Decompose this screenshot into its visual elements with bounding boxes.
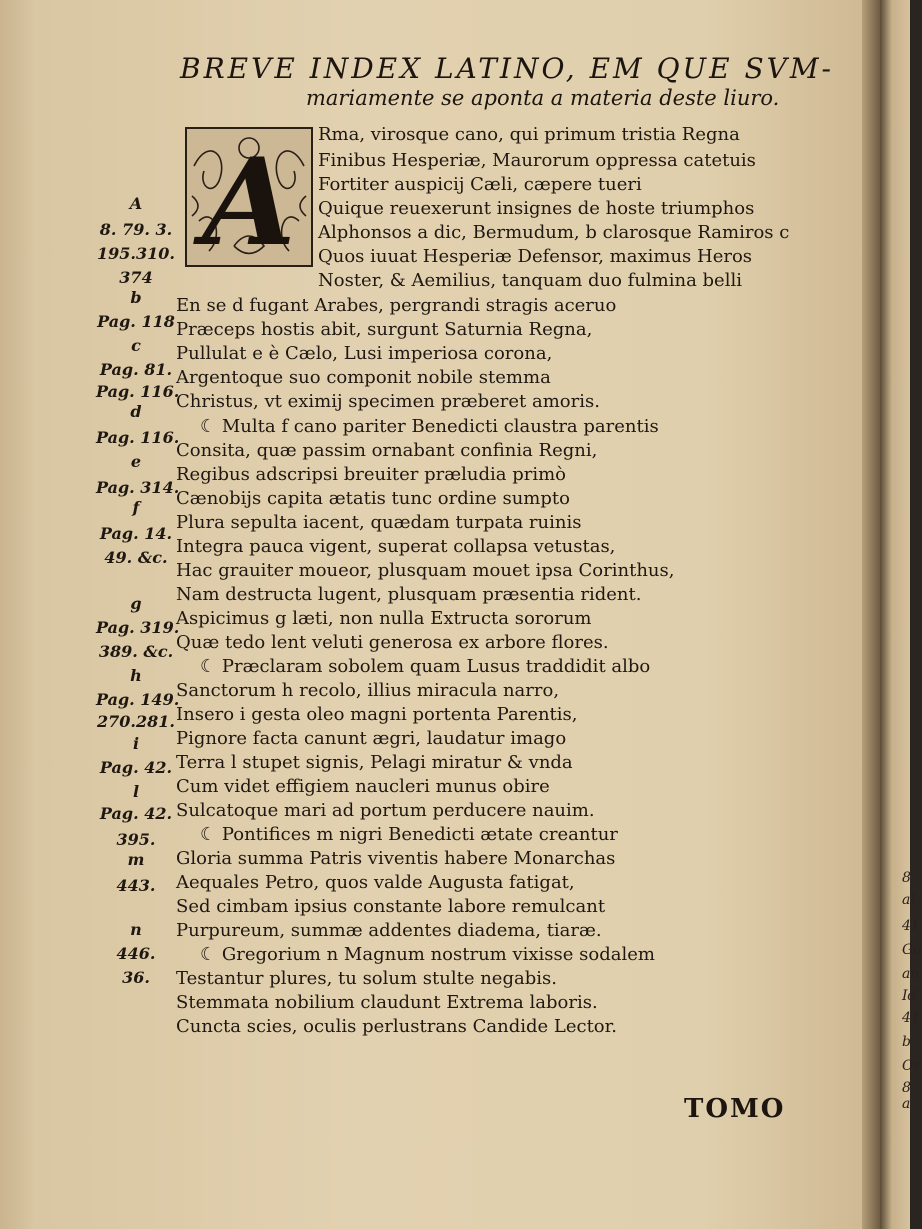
facing-page-fragment: 41 xyxy=(902,918,920,934)
facing-page-fragment: Id xyxy=(902,988,917,1004)
margin-note: 446. xyxy=(116,944,156,963)
poem-line: Noster, & Aemilius, tanquam duo fulmina belli xyxy=(318,270,742,291)
facing-page-fragment: Go xyxy=(902,942,922,958)
poem-line: Fortiter auspicij Cæli, cæpere tueri xyxy=(318,174,642,195)
margin-note: Pag. 14. xyxy=(99,524,173,543)
poem-line: Cum videt effigiem naucleri munus obire xyxy=(176,776,550,797)
facing-page-fragment: an xyxy=(902,966,920,982)
poem-line: ☾ Pontifices m nigri Benedicti ætate creantur xyxy=(200,824,618,845)
poem-line: Sanctorum h recolo, illius miracula narro, xyxy=(176,680,560,701)
margin-note: i xyxy=(132,734,140,753)
margin-note: d xyxy=(130,402,142,421)
poem-line: Cænobijs capita ætatis tunc ordine sumpto xyxy=(176,488,570,509)
poem-line: Finibus Hesperiæ, Maurorum oppressa catetuis xyxy=(318,150,756,171)
facing-page-fragment: 8 xyxy=(902,870,911,886)
margin-note: Pag. 42. xyxy=(99,804,173,823)
facing-page-fragment: 8. a xyxy=(902,1080,916,1112)
margin-note: Pag. 118 xyxy=(97,312,175,331)
poem-line: Quæ tedo lent veluti generosa ex arbore flores. xyxy=(176,632,609,653)
margin-note: h xyxy=(130,666,142,685)
poem-line: Integra pauca vigent, superat collapsa vetustas, xyxy=(176,536,616,557)
poem-line: ☾ Multa f cano pariter Benedicti claustra parentis xyxy=(200,416,659,437)
poem-line: Stemmata nobilium claudunt Extrema laboris. xyxy=(176,992,598,1013)
catchword: TOMO xyxy=(684,1094,786,1124)
facing-page-fragment: al xyxy=(902,892,915,908)
margin-note: Pag. 314. xyxy=(96,478,180,497)
margin-note: g xyxy=(130,594,142,613)
margin-note: b xyxy=(130,288,142,307)
index-title-line2: mariamente se aponta a materia deste liuro. xyxy=(306,86,780,110)
decorated-initial xyxy=(184,126,314,273)
poem-line: Sed cimbam ipsius constante labore remulcant xyxy=(176,896,606,917)
margin-note: 49. &c. xyxy=(104,548,168,567)
margin-note: 389. &c. xyxy=(98,642,174,661)
margin-note: 8. 79. 3. xyxy=(99,220,173,239)
poem-line: En se d fugant Arabes, pergrandi stragis aceruo xyxy=(176,295,617,316)
poem-line: Sulcatoque mari ad portum perducere nauim. xyxy=(176,800,595,821)
poem-line: Plura sepulta iacent, quædam turpata ruinis xyxy=(176,512,582,533)
poem-line: Quos iuuat Hesperiæ Defensor, maximus Heros xyxy=(318,246,753,267)
poem-line: Alphonsos a dic, Bermudum, b clarosque Ramiros c xyxy=(318,222,790,243)
margin-note: 270.281. xyxy=(97,712,175,731)
poem-line: Aspicimus g læti, non nulla Extructa sororum xyxy=(176,608,592,629)
margin-note: m xyxy=(127,850,145,869)
poem-line: Purpureum, summæ addentes diadema, tiaræ. xyxy=(176,920,602,941)
poem-line: Christus, vt eximij specimen præberet amoris. xyxy=(176,391,600,412)
margin-note: f xyxy=(132,498,140,517)
poem-line: Pullulat e è Cælo, Lusi imperiosa corona, xyxy=(176,343,553,364)
margin-note: Pag. 116. xyxy=(96,428,180,447)
margin-note: e xyxy=(130,452,142,471)
margin-note: A xyxy=(129,194,143,213)
poem-line: Testantur plures, tu solum stulte negabis. xyxy=(176,968,557,989)
margin-note: 395. xyxy=(116,830,156,849)
poem-line: Hac grauiter moueor, plusquam mouet ipsa Corinthus, xyxy=(176,560,675,581)
poem-line: Cuncta scies, oculis perlustrans Candide Lector. xyxy=(176,1016,617,1037)
poem-line: Aequales Petro, quos valde Augusta fatigat, xyxy=(176,872,575,893)
margin-note: Pag. 116. xyxy=(96,382,180,401)
poem-line: Pignore facta canunt ægri, laudatur imago xyxy=(176,728,567,749)
margin-note: Pag. 42. xyxy=(99,758,173,777)
margin-note: 195.310. xyxy=(97,244,175,263)
initial-letter: A xyxy=(202,132,296,273)
margin-note: Pag. 149. xyxy=(96,690,180,709)
margin-note: 443. xyxy=(116,876,156,895)
margin-note: Pag. 81. xyxy=(99,360,173,379)
poem-line: Gloria summa Patris viventis habere Monarchas xyxy=(176,848,616,869)
margin-note: l xyxy=(132,782,140,801)
margin-note: c xyxy=(131,336,141,355)
poem-line: Quique reuexerunt insignes de hoste triumphos xyxy=(318,198,755,219)
margin-note: Pag. 319. xyxy=(96,618,180,637)
facing-page-fragment: b xyxy=(902,1034,911,1050)
facing-page-fragment: Or xyxy=(902,1058,921,1074)
poem-line: Argentoque suo componit nobile stemma xyxy=(176,367,551,388)
facing-page-edge xyxy=(880,0,922,1229)
poem-line: ☾ Præclaram sobolem quam Lusus traddidit albo xyxy=(200,656,651,677)
book-gutter xyxy=(862,0,880,1229)
poem-line: Nam destructa lugent, plusquam præsentia rident. xyxy=(176,584,642,605)
margin-note: 374 xyxy=(119,268,153,287)
margin-note: n xyxy=(130,920,142,939)
facing-page-fragment: 41 xyxy=(902,1010,920,1026)
poem-line: Terra l stupet signis, Pelagi miratur & vnda xyxy=(176,752,573,773)
ornamental-initial-icon xyxy=(184,126,314,273)
poem-line: ☾ Gregorium n Magnum nostrum vixisse sodalem xyxy=(200,944,655,965)
poem-line: Consita, quæ passim ornabant confinia Regni, xyxy=(176,440,598,461)
poem-line: Insero i gesta oleo magni portenta Parentis, xyxy=(176,704,578,725)
margin-note: 36. xyxy=(122,968,150,987)
index-title-line1: BREVE INDEX LATINO, EM QUE SVM- xyxy=(180,52,835,85)
poem-line: Præceps hostis abit, surgunt Saturnia Regna, xyxy=(176,319,593,340)
poem-line: Regibus adscripsi breuiter præludia primò xyxy=(176,464,566,485)
poem-line: Rma, virosque cano, qui primum tristia Regna xyxy=(318,124,740,145)
